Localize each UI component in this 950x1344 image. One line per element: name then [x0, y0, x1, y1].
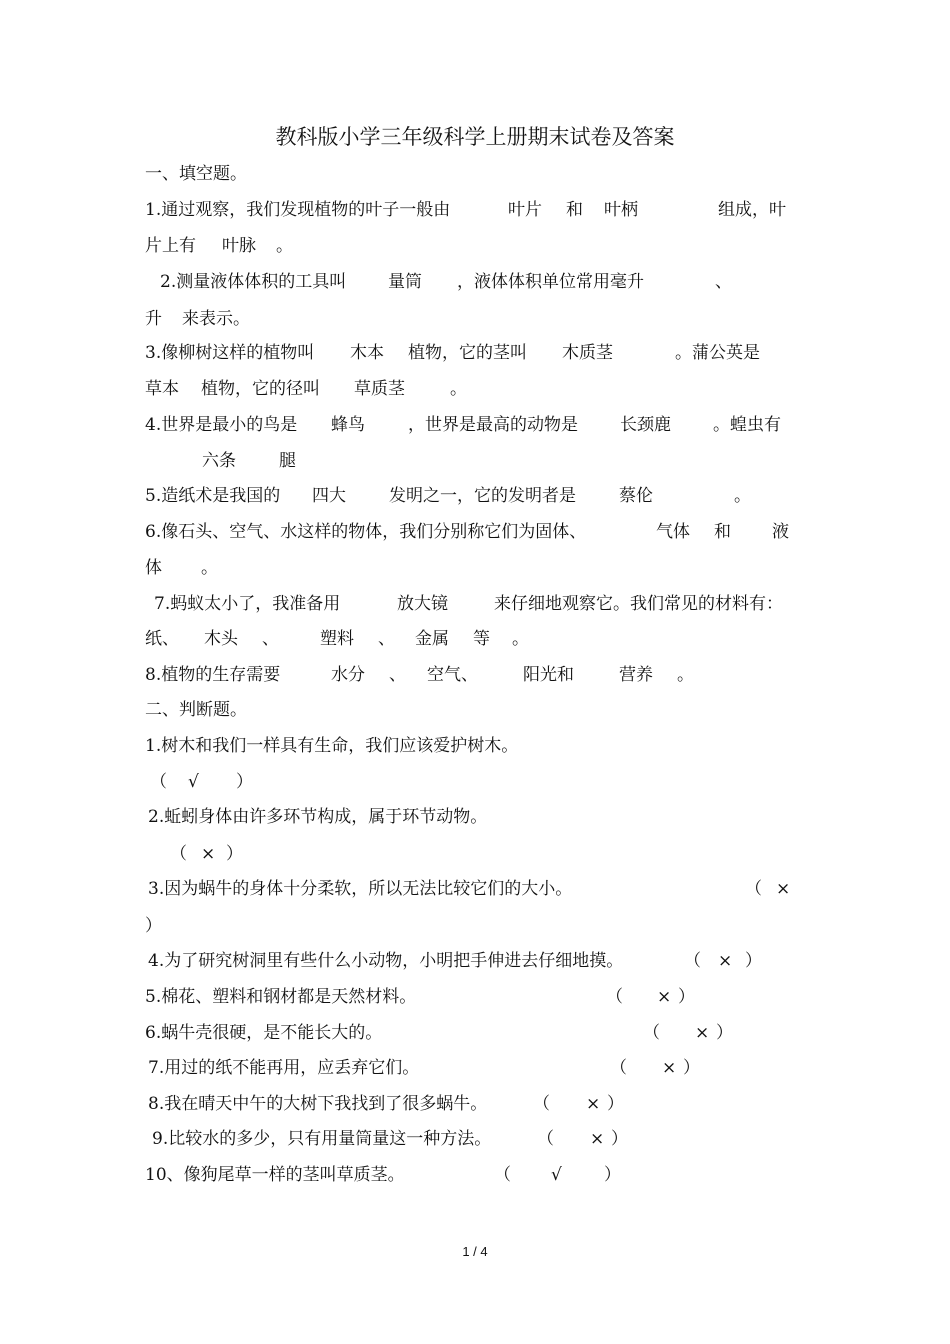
answer-mark: ×: [718, 951, 733, 971]
judge-question-8: [0, 1088, 950, 1120]
question-text: 。: [201, 558, 218, 578]
bracket: （: [610, 1058, 627, 1078]
judge-question-7: [0, 1052, 950, 1084]
fill-question-6-cont: [0, 552, 950, 584]
bracket: ）: [611, 1129, 628, 1149]
bracket: （: [643, 1023, 660, 1043]
question-text: 3.因为蜗牛的身体十分柔软，所以无法比较它们的大小。: [148, 879, 573, 899]
question-text: 。蒲公英是: [675, 343, 760, 363]
question-text: 3.像柳树这样的植物叫: [145, 343, 315, 363]
fill-question-3: [0, 337, 950, 369]
bracket: （: [170, 844, 187, 864]
question-text: 发明之一，它的发明者是: [389, 486, 576, 506]
answer-text: 叶柄: [604, 200, 638, 220]
answer-mark: ×: [201, 844, 216, 864]
bracket: ）: [678, 987, 695, 1007]
fill-question-7-cont: [0, 623, 950, 655]
answer-text: 空气、: [427, 665, 478, 685]
answer-text: 液: [772, 522, 789, 542]
question-text: 、: [389, 665, 406, 685]
question-text: 来仔细地观察它。我们常见的材料有：: [494, 594, 783, 614]
answer-text: 量筒: [388, 272, 422, 292]
question-text: 7.蚂蚁太小了，我准备用: [154, 594, 341, 614]
answer-mark: √: [551, 1165, 562, 1185]
judge-question-3: [0, 873, 950, 905]
bracket: （: [684, 951, 701, 971]
judge-question-6: [0, 1017, 950, 1049]
question-text: ，世界是最高的动物是: [408, 415, 578, 435]
question-text: 9.比较水的多少，只有用量筒量这一种方法。: [152, 1129, 492, 1149]
judge-question-5: [0, 981, 950, 1013]
section-label: 一、填空题。: [145, 164, 247, 184]
bracket: ）: [226, 844, 243, 864]
fill-question-2-cont: [0, 303, 950, 335]
answer-mark: ×: [776, 879, 791, 899]
question-text: 、: [262, 629, 279, 649]
answer-text: 营养: [619, 665, 653, 685]
answer-text: 阳光和: [523, 665, 574, 685]
question-text: 、: [715, 272, 732, 292]
bracket: （: [150, 772, 167, 792]
question-text: 5.造纸术是我国的: [145, 486, 281, 506]
question-text: 植物，它的径叫: [201, 379, 320, 399]
bracket: ）: [607, 1094, 624, 1114]
question-text: 。: [450, 379, 467, 399]
question-text: 1.通过观察，我们发现植物的叶子一般由: [145, 200, 451, 220]
judge-question-1-answer: [0, 766, 950, 798]
answer-text: 叶脉: [222, 236, 256, 256]
fill-question-4: [0, 409, 950, 441]
question-text: 。: [276, 236, 293, 256]
question-text: 7.用过的纸不能再用，应丢弃它们。: [148, 1058, 420, 1078]
fill-question-1-cont: [0, 230, 950, 262]
bracket: （: [606, 987, 623, 1007]
question-text: 来表示。: [182, 309, 250, 329]
bracket: （: [494, 1165, 511, 1185]
section-label: 二、判断题。: [145, 700, 247, 720]
bracket: （: [537, 1129, 554, 1149]
fill-question-8: [0, 659, 950, 691]
answer-mark: ×: [657, 987, 672, 1007]
bracket: ）: [145, 916, 162, 936]
answer-text: 蔡伦: [619, 486, 653, 506]
answer-text: 草质茎: [354, 379, 405, 399]
question-text: 。: [512, 629, 529, 649]
fill-question-3-cont: [0, 373, 950, 405]
answer-text: 体: [145, 558, 162, 578]
question-text: 5.棉花、塑料和钢材都是天然材料。: [145, 987, 417, 1007]
question-text: 腿: [279, 451, 296, 471]
question-text: 片上有: [145, 236, 196, 256]
bracket: （: [533, 1094, 550, 1114]
question-text: 8.我在晴天中午的大树下我找到了很多蜗牛。: [148, 1094, 488, 1114]
section-heading-judge: [0, 694, 950, 726]
section-heading-fill: [0, 158, 950, 190]
bracket: ）: [745, 951, 762, 971]
fill-question-7: [0, 588, 950, 620]
question-text: 。: [734, 486, 751, 506]
answer-text: 蜂鸟: [331, 415, 365, 435]
answer-text: 塑料: [320, 629, 354, 649]
judge-question-3-cont: [0, 910, 950, 942]
answer-mark: ×: [586, 1094, 601, 1114]
bracket: （: [745, 879, 762, 899]
question-text: 1.树木和我们一样具有生命，我们应该爱护树木。: [145, 736, 519, 756]
question-text: 2.蚯蚓身体由许多环节构成，属于环节动物。: [148, 807, 488, 827]
answer-text: 放大镜: [397, 594, 448, 614]
bracket: ）: [236, 772, 253, 792]
answer-text: 长颈鹿: [620, 415, 671, 435]
judge-question-10: [0, 1159, 950, 1191]
question-text: 等: [473, 629, 490, 649]
answer-text: 六条: [202, 451, 236, 471]
question-text: 植物，它的茎叫: [408, 343, 527, 363]
answer-text: 水分: [331, 665, 365, 685]
answer-mark: √: [188, 772, 199, 792]
answer-text: 四大: [312, 486, 346, 506]
bracket: ）: [683, 1058, 700, 1078]
bracket: ）: [604, 1165, 621, 1185]
question-text: 6.蜗牛壳很硬，是不能长大的。: [145, 1023, 383, 1043]
question-text: ，液体体积单位常用毫升: [457, 272, 644, 292]
judge-question-1: [0, 730, 950, 762]
fill-question-1: [0, 194, 950, 226]
answer-text: 木本: [350, 343, 384, 363]
answer-text: 叶片: [508, 200, 542, 220]
question-text: 4.世界是最小的鸟是: [145, 415, 298, 435]
question-text: 8.植物的生存需要: [145, 665, 281, 685]
question-text: 、: [378, 629, 395, 649]
answer-mark: ×: [590, 1129, 605, 1149]
answer-text: 气体: [656, 522, 690, 542]
fill-question-4-cont: [0, 445, 950, 477]
judge-question-9: [0, 1123, 950, 1155]
answer-text: 木质茎: [562, 343, 613, 363]
judge-question-2-answer: [0, 838, 950, 870]
answer-text: 木头: [204, 629, 238, 649]
answer-text: 金属: [415, 629, 449, 649]
fill-question-2: [0, 266, 950, 298]
fill-question-5: [0, 480, 950, 512]
question-text: 。: [677, 665, 694, 685]
judge-question-4: [0, 945, 950, 977]
question-text: 6.像石头、空气、水这样的物体，我们分别称它们为固体、: [145, 522, 587, 542]
answer-text: 升: [145, 309, 162, 329]
question-text: 2.测量液体体积的工具叫: [160, 272, 347, 292]
question-text: 组成，叶: [718, 200, 786, 220]
fill-question-6: [0, 516, 950, 548]
page-number: 1 / 4: [462, 1244, 488, 1259]
question-text: 和: [566, 200, 583, 220]
answer-mark: ×: [662, 1058, 677, 1078]
judge-question-2: [0, 801, 950, 833]
question-text: 10、像狗尾草一样的茎叫草质茎。: [145, 1165, 405, 1185]
question-text: 4.为了研究树洞里有些什么小动物，小明把手伸进去仔细地摸。: [148, 951, 624, 971]
question-text: 。蝗虫有: [713, 415, 781, 435]
bracket: ）: [716, 1023, 733, 1043]
answer-mark: ×: [695, 1023, 710, 1043]
answer-text: 草本: [145, 379, 179, 399]
answer-text: 纸、: [145, 629, 179, 649]
question-text: 和: [714, 522, 731, 542]
page-title: 教科版小学三年级科学上册期末试卷及答案: [275, 125, 675, 149]
